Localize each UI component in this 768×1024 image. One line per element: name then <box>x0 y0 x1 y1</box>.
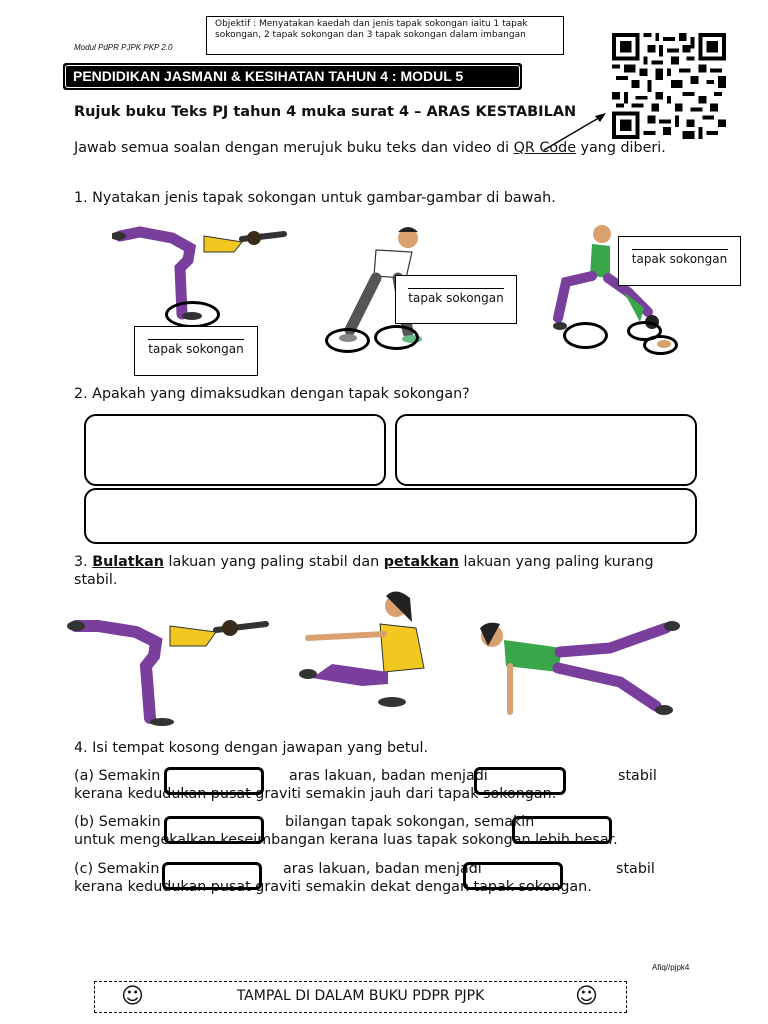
q4c-middle: aras lakuan, badan menjadi <box>283 861 482 877</box>
q4a-end: stabil <box>618 768 657 784</box>
question-3 <box>74 553 674 589</box>
footer-box <box>94 981 627 1013</box>
question-1: 1. Nyatakan jenis tapak sokongan untuk gambar-gambar di bawah. <box>74 190 556 206</box>
support-ring-1 <box>165 301 220 328</box>
support-ring-2a <box>325 328 370 353</box>
instruction-before: Jawab semua soalan dengan merujuk buku teks dan video di <box>74 140 514 156</box>
answer-label-1: tapak sokongan <box>148 342 244 356</box>
author-credit: Afiq//pjpk4 <box>652 963 690 972</box>
answer-box-2[interactable] <box>395 275 517 324</box>
instruction-text <box>74 139 696 157</box>
answer-label-2: tapak sokongan <box>408 291 504 305</box>
q4a-middle: aras lakuan, badan menjadi <box>289 768 488 784</box>
qr-code[interactable] <box>611 33 727 139</box>
support-ring-3a <box>563 322 608 349</box>
answer-box-1[interactable] <box>134 326 258 376</box>
q2-answer-box-left[interactable] <box>84 414 386 486</box>
question-2: 2. Apakah yang dimaksudkan dengan tapak sokongan? <box>74 386 470 402</box>
question-4: 4. Isi tempat kosong dengan jawapan yang betul. <box>74 740 429 756</box>
footer-text: TAMPAL DI DALAM BUKU PDPR PJPK <box>236 988 485 1004</box>
instruction-after: yang diberi. <box>576 140 666 156</box>
qr-code-link[interactable]: QR Code <box>513 140 577 156</box>
q4b-middle: bilangan tapak sokongan, semakin <box>285 814 535 830</box>
support-ring-2b <box>374 325 419 350</box>
q4b-line2: untuk mengekalkan keseimbangan kerana luas tapak sokongan lebih besar. <box>74 832 618 848</box>
q3-keyword-circle: Bulatkan <box>92 554 164 570</box>
smiley-right-icon: ☺ <box>575 984 598 1009</box>
q4c-line2: kerana kedudukan pusat graviti semakin dekat dengan tapak sokongan. <box>74 879 592 895</box>
q3-text-end: lakuan yang paling kurang stabil. <box>74 554 654 588</box>
q3-keyword-box: petakkan <box>383 554 459 570</box>
q4b-start: (b) Semakin <box>74 814 161 830</box>
q4c-blank-1[interactable] <box>162 862 262 890</box>
q4b-blank-2[interactable] <box>512 816 612 844</box>
q4a-blank-2[interactable] <box>474 767 566 795</box>
figure-squat-reach-icon[interactable] <box>292 588 434 712</box>
q4a-line2: kerana kedudukan pusat graviti semakin jauh dari tapak sokongan. <box>74 786 557 802</box>
module-label: Modul PdPR PJPK PKP 2.0 <box>74 43 173 52</box>
answer-label-3: tapak sokongan <box>631 252 728 266</box>
q4c-end: stabil <box>616 861 655 877</box>
answer-line-2[interactable] <box>408 282 504 289</box>
textbook-reference: Rujuk buku Teks PJ tahun 4 muka surat 4 – ARAS KESTABILAN <box>74 104 577 120</box>
q4c-blank-2[interactable] <box>463 862 563 890</box>
support-ring-3c <box>643 335 678 355</box>
q2-answer-box-bottom[interactable] <box>84 488 697 544</box>
figure-arabesque-icon[interactable] <box>66 612 272 730</box>
answer-box-3[interactable] <box>618 236 741 286</box>
answer-line-3[interactable] <box>632 243 728 250</box>
figure-leg-raise-icon[interactable] <box>470 612 688 724</box>
q4a-start: (a) Semakin <box>74 768 161 784</box>
objective-box: Objektif : Menyatakan kaedah dan jenis tapak sokongan iaitu 1 tapak sokongan, 2 tapak sokongan dan 3 tapak sokongan dalam imbangan <box>206 16 564 55</box>
smiley-left-icon: ☺ <box>121 984 144 1009</box>
subject-banner <box>63 63 522 90</box>
q4c-start: (c) Semakin <box>74 861 160 877</box>
q3-text-mid: lakuan yang paling stabil dan <box>163 554 384 570</box>
answer-line-1[interactable] <box>148 333 244 340</box>
q2-answer-box-right[interactable] <box>395 414 697 486</box>
q3-number: 3. <box>74 554 93 570</box>
q4a-blank-1[interactable] <box>164 767 264 795</box>
q4b-blank-1[interactable] <box>164 816 264 844</box>
banner-title: PENDIDIKAN JASMANI & KESIHATAN TAHUN 4 : MODUL 5 <box>65 65 520 88</box>
